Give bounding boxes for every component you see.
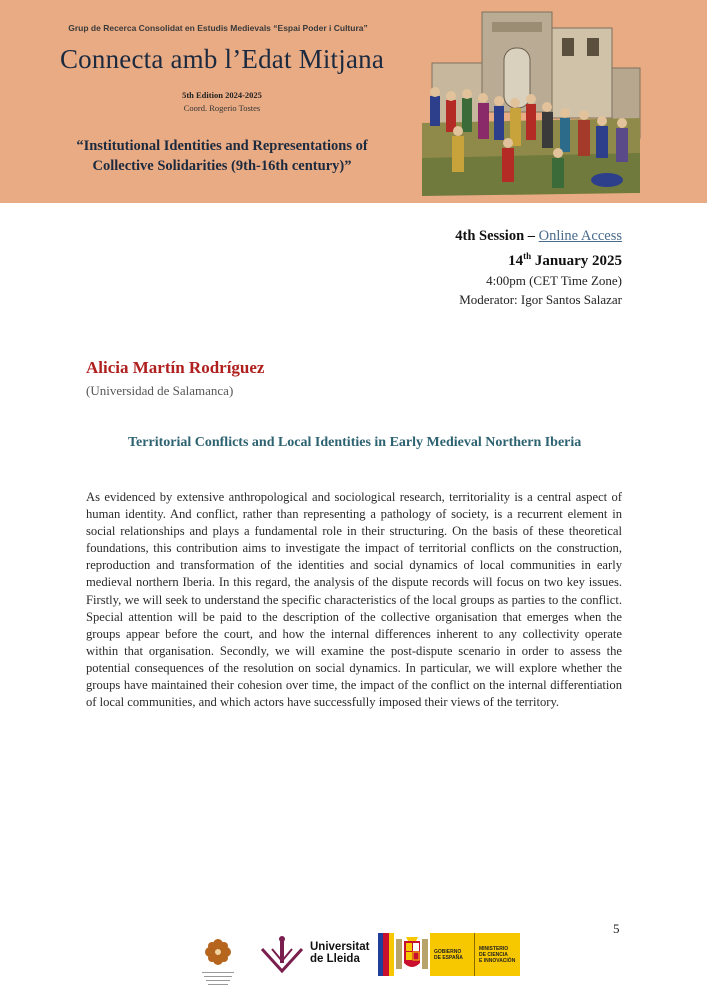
date-month-year: January 2025 (531, 253, 622, 269)
gov-line-2: DE ESPAÑA (434, 955, 463, 961)
gov-line-1: GOBIERNO (434, 949, 462, 955)
udl-name (310, 941, 369, 965)
subtitle-line-1: “Institutional Identities and Representations of (76, 138, 368, 154)
udl-line-1: Universitat (310, 941, 370, 953)
session-info (455, 226, 622, 309)
series-subtitle (0, 136, 444, 176)
ministerio-label (475, 933, 520, 976)
medieval-illustration (412, 8, 644, 198)
speaker-name: Alicia Martín Rodríguez (86, 358, 265, 377)
speaker-affiliation: (Universidad de Salamanca) (86, 383, 234, 398)
spanish-ministry-logo (378, 933, 520, 976)
session-moderator: Moderator: Igor Santos Salazar (459, 292, 622, 307)
subtitle-line-2: Collective Solidarities (9th-16th century)” (92, 158, 352, 174)
date-suffix: th (523, 251, 532, 261)
edition-label: 5th Edition 2024-2025 (182, 90, 262, 100)
page-number: 5 (613, 921, 620, 936)
session-time: 4:00pm (CET Time Zone) (486, 273, 622, 288)
coordinator-label: Coord. Rogerio Tostes (183, 103, 261, 113)
online-access-link[interactable]: Online Access (538, 228, 622, 244)
universitat-de-lleida-logo (258, 935, 370, 975)
spain-coat-of-arms-icon (378, 933, 430, 976)
min-line-2: DE CIENCIA (479, 952, 508, 958)
udl-line-2: de Lleida (310, 953, 360, 965)
paper-title: Territorial Conflicts and Local Identities in Early Medieval Northern Iberia (128, 435, 582, 450)
gobierno-label (430, 933, 475, 976)
min-line-3: E INNOVACIÓN (479, 958, 516, 964)
session-line (455, 226, 622, 246)
research-group-name: Grup de Recerca Consolidat en Estudis Medievals “Espai Poder i Cultura” (68, 23, 368, 33)
page-title: Connecta amb l’Edat Mitjana (59, 44, 385, 74)
session-date (455, 246, 622, 271)
paper-abstract: As evidenced by extensive anthropological and sociological research, territoriality is a central aspect of human identity. And conflict, rather than representing a pathology of society, is a recurrent element in social relationships and plays a fundamental role in their structuring. On the basis of these theoretical foundations, this contribution aims to investigate the impact of territorial conflicts on the construction, reproduction and transformation of the identities and social dynamics of local communities in early medieval northern Iberia. In this regard, the analysis of the dispute records will focus on two key issues. Firstly, we will seek to understand the specific characteristics of the local groups as parties to the conflict. Special attention will be paid to the description of the collective organisation that emerges when the groups appear before the court, and how the internal differences inherent to any collectivity operate within that organisation. Secondly, we will examine the post-dispute scenario in order to assess the potential consequences of the resolution on social dynamics. In particular, we will explore whether the groups have maintained their cohesion over time, the impact of the conflict on the internal differentiation of local communities, and which actors have successfully imposed their views of the territory. (86, 490, 622, 710)
footer-logos (0, 930, 707, 1000)
header-banner (0, 0, 707, 203)
research-group-seal-logo (198, 934, 238, 994)
date-day: 14 (508, 253, 524, 269)
min-line-1: MINISTERIO (479, 946, 509, 952)
session-label: 4th Session – (455, 228, 539, 244)
udl-emblem-icon (258, 935, 306, 977)
